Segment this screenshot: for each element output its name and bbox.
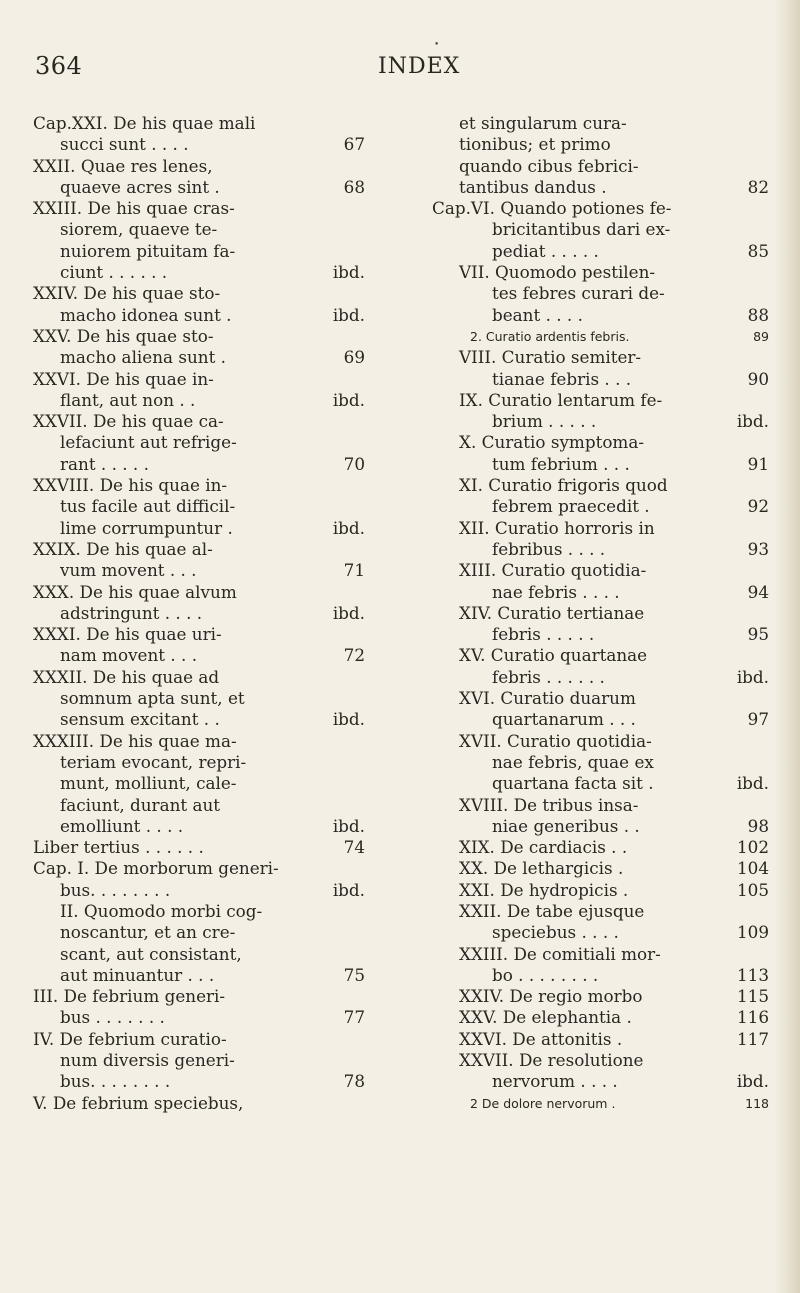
entry-text: quaeve acres sint . [60, 176, 220, 197]
entry-text: scant, aut consistant, [60, 943, 242, 964]
index-entry [33, 795, 365, 816]
entry-text: ciunt . . . . . . [60, 262, 168, 283]
index-entry [432, 709, 769, 730]
entry-text: XIX. De cardiacis . . [459, 837, 628, 858]
entry-text: XVI. Curatio duarum [459, 688, 636, 709]
index-entry [33, 624, 365, 645]
entry-page: ibd. [332, 262, 365, 283]
entry-page: 115 [736, 986, 769, 1007]
entry-page: 69 [343, 347, 365, 368]
index-entry [33, 688, 365, 709]
entry-text: XI. Curatio frigoris quod [459, 475, 668, 496]
index-column-right [432, 113, 769, 1114]
entry-page: 98 [747, 815, 769, 836]
entry-text: XXII. Quae res lenes, [33, 155, 213, 176]
index-entry [432, 156, 769, 177]
entry-text: XXXII. De his quae ad [33, 666, 220, 687]
entry-text: Liber tertius . . . . . . [33, 837, 204, 858]
index-entry [432, 1029, 769, 1050]
index-entry [33, 390, 365, 411]
entry-page: 78 [343, 1071, 365, 1092]
index-entry [33, 603, 365, 624]
index-entry [432, 986, 769, 1007]
index-entry [33, 922, 365, 943]
index-entry [432, 731, 769, 752]
entry-page: ibd. [332, 304, 365, 325]
index-entry [432, 901, 769, 922]
entry-text: XV. Curatio quartanae [459, 645, 648, 666]
index-entry [432, 432, 769, 453]
index-entry [432, 283, 769, 304]
entry-text: tum febrium . . . [492, 453, 630, 474]
entry-page: ibd. [736, 411, 769, 432]
entry-text: XIII. Curatio quotidia- [459, 560, 647, 581]
entry-text: febris . . . . . [492, 624, 595, 645]
index-entry [33, 752, 365, 773]
page-edge [774, 0, 800, 1293]
header-mark: • [434, 40, 440, 50]
entry-text: XX. De lethargicis . [459, 858, 624, 879]
entry-page: 85 [747, 240, 769, 261]
entry-text: Cap.VI. Quando potiones fe- [432, 198, 672, 219]
entry-text: somnum apta sunt, et [60, 688, 245, 709]
index-entry [432, 411, 769, 432]
entry-text: bus . . . . . . . [60, 1007, 165, 1028]
index-entry [33, 880, 365, 901]
index-entry [432, 454, 769, 475]
index-entry [432, 113, 769, 134]
entry-text: XXIV. De his quae sto- [33, 283, 221, 304]
index-entry [432, 134, 769, 155]
entry-page: 68 [343, 176, 365, 197]
index-entry [432, 965, 769, 986]
entry-text: XXI. De hydropicis . [459, 879, 629, 900]
index-entry [432, 582, 769, 603]
index-entry [432, 944, 769, 965]
index-entry [33, 219, 365, 240]
entry-text: XXXI. De his quae uri- [33, 624, 222, 645]
entry-page: 74 [343, 837, 365, 858]
index-entry [432, 560, 769, 581]
index-entry [432, 858, 769, 879]
index-entry [33, 944, 365, 965]
index-entry [432, 496, 769, 517]
entry-page: 97 [747, 709, 769, 730]
entry-text: XXVII. De resolutione [459, 1050, 644, 1071]
entry-page: ibd. [736, 773, 769, 794]
entry-text: faciunt, durant aut [60, 794, 221, 815]
index-entry [432, 752, 769, 773]
index-entry [432, 219, 769, 240]
index-entry [33, 731, 365, 752]
entry-page: 92 [747, 496, 769, 517]
index-entry [33, 156, 365, 177]
index-entry [33, 241, 365, 262]
index-entry [33, 347, 365, 368]
entry-page: ibd. [332, 709, 365, 730]
entry-text: et singularum cura- [459, 113, 627, 133]
entry-text: bo . . . . . . . . [492, 964, 599, 985]
entry-text: nuiorem pituitam fa- [60, 240, 236, 261]
entry-page: ibd. [332, 815, 365, 836]
entry-text: bus. . . . . . . . [60, 879, 171, 900]
entry-page: ibd. [332, 517, 365, 538]
entry-text: XXX. De his quae alvum [33, 581, 237, 602]
index-entry [432, 837, 769, 858]
entry-text: XVII. Curatio quotidia- [459, 730, 652, 751]
index-entry [33, 134, 365, 155]
index-entry [432, 262, 769, 283]
entry-page: ibd. [736, 1071, 769, 1092]
index-entry [432, 241, 769, 262]
index-entry [33, 773, 365, 794]
entry-text: adstringunt . . . . [60, 602, 203, 623]
entry-page: 75 [343, 964, 365, 985]
index-entry [432, 518, 769, 539]
entry-text: bus. . . . . . . . [60, 1071, 171, 1092]
index-entry [33, 986, 365, 1007]
entry-text: V. De febrium speciebus, [33, 1092, 244, 1113]
entry-page: 94 [747, 581, 769, 602]
page-number: 364 [35, 52, 83, 80]
entry-page: 104 [736, 858, 769, 879]
entry-page: 88 [747, 304, 769, 325]
entry-page: 109 [736, 922, 769, 943]
entry-page: 117 [736, 1028, 769, 1049]
index-entry [432, 645, 769, 666]
entry-text: febribus . . . . [492, 538, 606, 559]
entry-text: emolliunt . . . . [60, 815, 184, 836]
entry-page: ibd. [736, 666, 769, 687]
entry-page: 77 [343, 1007, 365, 1028]
entry-page: 118 [745, 1095, 769, 1111]
index-entry [33, 283, 365, 304]
entry-text: quartanarum . . . [492, 709, 636, 730]
index-entry [33, 837, 365, 858]
index-entry [33, 667, 365, 688]
index-entry [33, 539, 365, 560]
entry-page: 93 [747, 538, 769, 559]
index-entry [33, 965, 365, 986]
index-entry [33, 1093, 365, 1114]
entry-text: quando cibus febrici- [459, 155, 639, 176]
entry-page: 82 [747, 176, 769, 197]
index-entry [432, 603, 769, 624]
entry-text: rant . . . . . [60, 453, 149, 474]
entry-text: XXIX. De his quae al- [33, 538, 213, 559]
entry-text: Cap.XXI. De his quae mali [33, 113, 256, 133]
entry-text: XVIII. De tribus insa- [459, 794, 639, 815]
index-entry [33, 709, 365, 730]
entry-text: speciebus . . . . [492, 922, 619, 943]
entry-text: teriam evocant, repri- [60, 751, 247, 772]
entry-text: num diversis generi- [60, 1050, 235, 1071]
index-entry [33, 858, 365, 879]
index-entry [33, 1071, 365, 1092]
entry-page: 72 [343, 645, 365, 666]
index-entry [432, 1071, 769, 1092]
entry-text: beant . . . . [492, 304, 583, 325]
index-entry [33, 454, 365, 475]
index-entry [33, 305, 365, 326]
running-title: INDEX [378, 54, 461, 79]
index-entry [33, 560, 365, 581]
entry-text: tianae febris . . . [492, 368, 632, 389]
entry-text: flant, aut non . . [60, 389, 196, 410]
entry-text: niae generibus . . [492, 815, 640, 836]
entry-text: lefaciunt aut refrige- [60, 432, 237, 453]
entry-text: tantibus dandus . [459, 176, 607, 197]
index-entry [33, 198, 365, 219]
entry-page: 105 [736, 879, 769, 900]
index-column-left [33, 113, 365, 1114]
index-entry [33, 518, 365, 539]
index-entry [33, 901, 365, 922]
entry-text: febris . . . . . . [492, 666, 605, 687]
index-entry [33, 262, 365, 283]
entry-page: 95 [747, 624, 769, 645]
index-entry [432, 624, 769, 645]
entry-page: 67 [343, 134, 365, 155]
entry-page: 89 [753, 328, 769, 344]
entry-text: 2 De dolore nervorum . [470, 1095, 616, 1111]
entry-text: tionibus; et primo [459, 134, 611, 155]
index-entry [33, 177, 365, 198]
index-entry [432, 326, 769, 347]
index-entry [432, 773, 769, 794]
entry-text: Cap. I. De morborum generi- [33, 858, 279, 879]
index-entry [432, 177, 769, 198]
index-entry [33, 645, 365, 666]
entry-text: vum movent . . . [60, 560, 197, 581]
index-entry [432, 369, 769, 390]
entry-text: sensum excitant . . [60, 709, 220, 730]
entry-text: macho aliena sunt . [60, 347, 227, 368]
entry-text: III. De febrium generi- [33, 986, 226, 1007]
index-entry [432, 688, 769, 709]
entry-text: XXVI. De attonitis . [459, 1028, 623, 1049]
entry-text: pediat . . . . . [492, 240, 599, 261]
entry-text: nae febris . . . . [492, 581, 620, 602]
entry-text: febrem praecedit . [492, 496, 650, 517]
index-entry [33, 816, 365, 837]
entry-text: XII. Curatio horroris in [459, 517, 655, 538]
index-entry [432, 1093, 769, 1114]
entry-text: XXVI. De his quae in- [33, 368, 214, 389]
entry-text: XXXIII. De his quae ma- [33, 730, 237, 751]
entry-text: IX. Curatio lentarum fe- [459, 389, 663, 410]
index-entry [33, 1029, 365, 1050]
entry-text: tes febres curari de- [492, 283, 665, 304]
entry-page: 113 [736, 964, 769, 985]
entry-text: XXIII. De his quae cras- [33, 198, 235, 219]
entry-text: nam movent . . . [60, 645, 198, 666]
index-entry [432, 1050, 769, 1071]
index-entry [33, 432, 365, 453]
entry-page: 70 [343, 453, 365, 474]
entry-text: nervorum . . . . [492, 1071, 618, 1092]
entry-text: nae febris, quae ex [492, 751, 654, 772]
entry-text: XXV. De his quae sto- [33, 325, 214, 346]
entry-text: XXIV. De regio morbo [459, 986, 643, 1007]
entry-page: 90 [747, 368, 769, 389]
index-entry [33, 369, 365, 390]
entry-text: munt, molliunt, cale- [60, 773, 237, 794]
entry-text: VIII. Curatio semiter- [459, 347, 642, 368]
entry-text: X. Curatio symptoma- [459, 432, 645, 453]
entry-text: IV. De febrium curatio- [33, 1028, 227, 1049]
index-entry [33, 475, 365, 496]
entry-text: siorem, quaeve te- [60, 219, 218, 240]
entry-text: XIV. Curatio tertianae [459, 602, 645, 623]
index-entry [432, 347, 769, 368]
entry-text: macho idonea sunt . [60, 304, 232, 325]
index-entry [33, 496, 365, 517]
index-entry [432, 198, 769, 219]
entry-text: tus facile aut difficil- [60, 496, 236, 517]
entry-text: succi sunt . . . . [60, 134, 189, 155]
index-entry [432, 539, 769, 560]
index-entry [432, 1007, 769, 1028]
entry-text: XXVIII. De his quae in- [33, 475, 228, 496]
entry-text: XXV. De elephantia . [459, 1007, 632, 1028]
entry-page: 102 [736, 837, 769, 858]
entry-text: XXVII. De his quae ca- [33, 411, 224, 432]
entry-text: brium . . . . . [492, 411, 597, 432]
entry-text: XXIII. De comitiali mor- [459, 943, 661, 964]
entry-page: ibd. [332, 602, 365, 623]
index-entry [432, 795, 769, 816]
index-entry [33, 1050, 365, 1071]
entry-page: 71 [343, 560, 365, 581]
entry-page: ibd. [332, 879, 365, 900]
entry-text: 2. Curatio ardentis febris. [470, 328, 630, 344]
entry-text: XXII. De tabe ejusque [459, 900, 645, 921]
index-entry [432, 475, 769, 496]
entry-text: VII. Quomodo pestilen- [459, 262, 656, 283]
index-entry [432, 880, 769, 901]
entry-text: quartana facta sit . [492, 773, 654, 794]
index-entry [432, 305, 769, 326]
index-entry [432, 922, 769, 943]
index-entry [33, 582, 365, 603]
entry-text: lime corrumpuntur . [60, 517, 233, 538]
entry-page: 116 [736, 1007, 769, 1028]
index-entry [432, 816, 769, 837]
index-entry [432, 390, 769, 411]
index-entry [33, 1007, 365, 1028]
index-entry [432, 667, 769, 688]
entry-text: bricitantibus dari ex- [492, 219, 671, 240]
index-entry [33, 411, 365, 432]
entry-text: aut minuantur . . . [60, 964, 215, 985]
entry-page: ibd. [332, 389, 365, 410]
entry-text: II. Quomodo morbi cog- [60, 900, 263, 921]
entry-page: 91 [747, 453, 769, 474]
index-entry [33, 326, 365, 347]
index-entry [33, 113, 365, 134]
entry-text: noscantur, et an cre- [60, 922, 236, 943]
